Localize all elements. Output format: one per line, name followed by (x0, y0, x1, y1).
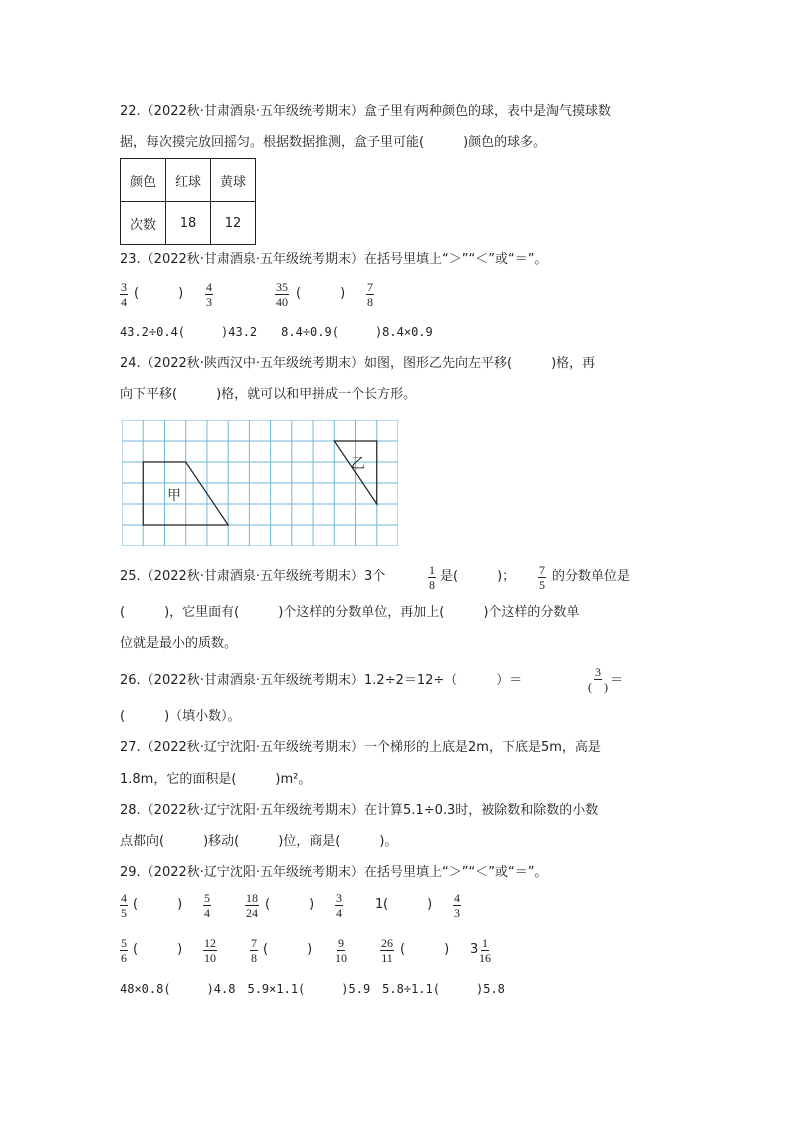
answer-blank[interactable]: ( ) (265, 897, 315, 912)
q28-line1: 28.（2022秋·辽宁沈阳·五年级统考期末）在计算5.1÷0.3时，被除数和除数的小数 (120, 803, 599, 818)
fraction (428, 563, 436, 592)
denominator: 5 (121, 906, 127, 920)
numerator: 4 (121, 891, 127, 905)
whole-number: 1 (375, 897, 384, 912)
q28-line2: 点都向( )移动( )位，商是( )。 (120, 834, 398, 849)
numerator: 7 (367, 280, 373, 294)
denominator: 40 (276, 295, 288, 309)
fraction (335, 891, 343, 920)
q25-part2: 是( )； (440, 569, 516, 584)
table-row (121, 202, 256, 245)
denominator: 8 (367, 295, 373, 309)
fraction (479, 936, 491, 965)
answer-blank[interactable]: ( ) (383, 897, 433, 912)
denominator: 10 (204, 951, 216, 965)
q29-line1: 29.（2022秋·辽宁沈阳·五年级统考期末）在括号里填上“＞”“＜”或“＝”。 (120, 865, 548, 880)
fraction (538, 563, 546, 592)
numerator: 4 (454, 891, 460, 905)
denominator: 24 (246, 906, 258, 920)
denominator: 3 (206, 295, 212, 309)
label-jia: 甲 (167, 488, 181, 504)
fraction (366, 280, 374, 309)
fraction (453, 891, 461, 920)
table-cell: 18 (166, 202, 211, 245)
numerator: 7 (539, 563, 545, 577)
q25-line2: ( )，它里面有( )个这样的分数单位，再加上( )个这样的分数单 (120, 605, 580, 620)
q23-line3: 43.2÷0.4( )43.2 8.4÷0.9( )8.4×0.9 (120, 325, 433, 339)
denominator: 5 (539, 578, 545, 592)
answer-blank[interactable]: ( ) (133, 942, 183, 957)
fraction (250, 936, 258, 965)
fraction (205, 280, 213, 309)
fraction (245, 891, 259, 920)
answer-blank[interactable]: ( ) (296, 286, 346, 301)
q25-part3: 的分数单位是 (552, 569, 631, 584)
denominator: 10 (335, 951, 347, 965)
numerator: 9 (338, 936, 344, 950)
q26-part2: ＝ (610, 673, 624, 688)
numerator: 4 (206, 280, 212, 294)
denominator: 8 (429, 578, 435, 592)
fraction (203, 936, 217, 965)
numerator: 5 (204, 891, 210, 905)
denominator: 4 (121, 295, 127, 309)
q26-part1: 26.（2022秋·甘肃酒泉·五年级统考期末）1.2÷2＝12÷（ ）＝ (120, 673, 523, 688)
table-row (121, 159, 256, 202)
q24-line2: 向下平移( )格，就可以和甲拼成一个长方形。 (120, 387, 417, 402)
denominator: 3 (454, 906, 460, 920)
fraction (275, 280, 289, 309)
grid-figure (122, 420, 398, 546)
q27-line2: 1.8m，它的面积是( )m²。 (120, 772, 312, 787)
denominator: 4 (204, 906, 210, 920)
numerator: 3 (336, 891, 342, 905)
denominator: 16 (479, 951, 491, 965)
numerator: 26 (381, 936, 393, 950)
fraction (203, 891, 211, 920)
table-cell: 次数 (121, 202, 166, 245)
q27-line1: 27.（2022秋·辽宁沈阳·五年级统考期末）一个梯形的上底是2m，下底是5m，高是 (120, 740, 601, 755)
numerator: 1 (482, 936, 488, 950)
q29-line4: 48×0.8( )4.8 5.9×1.1( )5.9 5.8÷1.1( )5.8 (120, 982, 505, 996)
denominator: 11 (381, 951, 393, 965)
q22-table (120, 158, 256, 245)
whole-number: 3 (470, 942, 479, 957)
q22-line2: 据，每次摸完放回摇匀。根据数据推测，盒子里可能( )颜色的球多。 (120, 135, 547, 150)
fraction (380, 936, 394, 965)
q26-line2: ( )（填小数）。 (120, 709, 241, 724)
fraction (588, 665, 608, 694)
fraction (335, 936, 347, 965)
denominator: 4 (336, 906, 342, 920)
numerator: 35 (276, 280, 288, 294)
denominator: 8 (251, 951, 257, 965)
fraction (120, 280, 128, 309)
q25-line3: 位就是最小的质数。 (120, 636, 238, 651)
denominator: ( ) (588, 680, 608, 694)
numerator: 3 (595, 665, 601, 679)
denominator: 6 (121, 951, 127, 965)
fraction (120, 891, 128, 920)
q22-line1: 22.（2022秋·甘肃酒泉·五年级统考期末）盒子里有两种颜色的球，表中是淘气摸球数 (120, 104, 612, 119)
numerator: 3 (121, 280, 127, 294)
table-cell: 颜色 (121, 159, 166, 202)
numerator: 18 (246, 891, 258, 905)
numerator: 12 (204, 936, 216, 950)
grid-lines (122, 420, 398, 546)
table-cell: 红球 (166, 159, 211, 202)
q24-line1: 24.（2022秋·陕西汉中·五年级统考期末）如图，图形乙先向左平移( )格，再 (120, 356, 596, 371)
numerator: 5 (121, 936, 127, 950)
fraction (120, 936, 128, 965)
numerator: 7 (251, 936, 257, 950)
answer-blank[interactable]: ( ) (133, 897, 183, 912)
answer-blank[interactable]: ( ) (134, 286, 184, 301)
table-cell: 黄球 (211, 159, 256, 202)
q23-line1: 23.（2022秋·甘肃酒泉·五年级统考期末）在括号里填上“＞”“＜”或“＝”。 (120, 252, 548, 267)
table-cell: 12 (211, 202, 256, 245)
numerator: 1 (429, 563, 435, 577)
label-yi: 乙 (351, 456, 365, 472)
q25-part1: 25.（2022秋·甘肃酒泉·五年级统考期末）3个 (120, 569, 386, 584)
answer-blank[interactable]: ( ) (263, 942, 313, 957)
answer-blank[interactable]: ( ) (400, 942, 450, 957)
